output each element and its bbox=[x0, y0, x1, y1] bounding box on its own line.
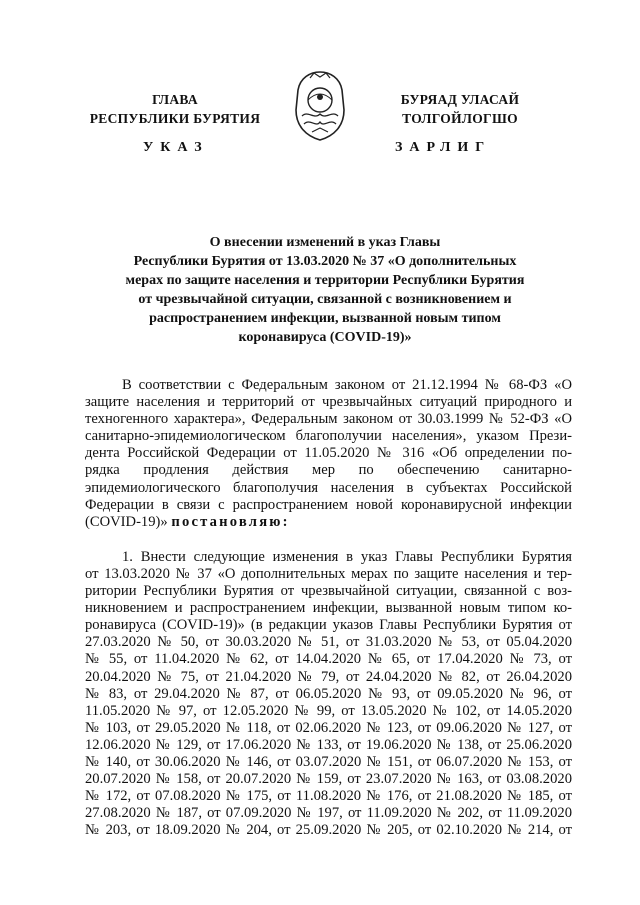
text-line: дента Российской Федерации от 11.05.2020 № 316 «Об определении по- bbox=[85, 445, 572, 462]
decree-word: постановляю: bbox=[171, 513, 290, 530]
text-line: В соответствии с Федеральным законом от 21.12.1994 № 68-ФЗ «О bbox=[122, 377, 572, 393]
text-line: № 103, от 29.05.2020 № 118, от 02.06.2020 № 123, от 09.06.2020 № 127, от bbox=[85, 719, 572, 736]
item-1-paragraph bbox=[85, 549, 572, 840]
header-left-line-2: РЕСПУБЛИКИ БУРЯТИЯ bbox=[89, 111, 261, 126]
coat-of-arms-icon bbox=[292, 70, 348, 142]
text-line: 1. Внести следующие изменения в указ Главы Республики Бурятия bbox=[122, 548, 572, 565]
text-line: 27.03.2020 № 50, от 30.03.2020 № 51, от 31.03.2020 № 53, от 05.04.2020 bbox=[85, 634, 572, 651]
title-line: от чрезвычайной ситуации, связанной с возникновением и bbox=[138, 292, 512, 307]
text-line: рядка продления действия мер по обеспечению санитарно- bbox=[85, 462, 572, 479]
text-line: защите населения и территорий от чрезвычайных ситуаций природного и bbox=[85, 394, 572, 411]
text-line: № 140, от 30.06.2020 № 146, от 03.07.2020 № 151, от 06.07.2020 № 153, от bbox=[85, 753, 572, 770]
text-line: санитарно-эпидемиологическом благополучии населения», указом Прези- bbox=[85, 428, 572, 445]
text-fragment: (COVID-19)» bbox=[85, 513, 168, 530]
decree-label-bur: ЗАРЛИГ bbox=[395, 140, 492, 155]
header-right-line-2: ТОЛГОЙЛОГШО bbox=[402, 111, 518, 126]
text-line: никновением и распространением инфекции, вызванной новым типом ко- bbox=[85, 600, 572, 617]
document-body bbox=[85, 377, 572, 839]
preamble-paragraph bbox=[85, 377, 572, 531]
text-line: от 13.03.2020 № 37 «О дополнительных мерах по защите населения и тер- bbox=[85, 565, 572, 582]
title-line: мерах по защите населения и территории Республики Бурятия bbox=[125, 273, 525, 288]
text-line: ритории Республики Бурятия от чрезвычайной ситуации, связанной с воз- bbox=[85, 583, 572, 600]
text-line: эпидемиологического благополучия населения в субъектах Российской bbox=[85, 479, 572, 496]
title-line: Республики Бурятия от 13.03.2020 № 37 «О дополнительных bbox=[133, 254, 517, 269]
text-line: 27.08.2020 № 187, от 07.09.2020 № 197, от 11.09.2020 № 202, от 11.09.2020 bbox=[85, 805, 572, 822]
header-right bbox=[350, 90, 570, 128]
text-line bbox=[85, 514, 572, 531]
header-right-line-1: БУРЯАД УЛАСАЙ bbox=[400, 92, 520, 107]
text-line: 20.07.2020 № 158, от 20.07.2020 № 159, от 23.07.2020 № 163, от 03.08.2020 bbox=[85, 771, 572, 788]
text-line: 11.05.2020 № 97, от 12.05.2020 № 99, от 13.05.2020 № 102, от 14.05.2020 bbox=[85, 702, 572, 719]
text-line: ронавируса (COVID-19)» (в редакции указов Главы Республики Бурятия от bbox=[85, 617, 572, 634]
text-line: техногенного характера», Федеральным законом от 30.03.1999 № 52-ФЗ «О bbox=[85, 411, 572, 428]
text-line: № 172, от 07.08.2020 № 175, от 11.08.2020 № 176, от 21.08.2020 № 185, от bbox=[85, 788, 572, 805]
document-title bbox=[115, 233, 535, 347]
title-line: распространением инфекции, вызванной новым типом bbox=[149, 311, 501, 326]
text-line: 20.04.2020 № 75, от 21.04.2020 № 79, от 24.04.2020 № 82, от 26.04.2020 bbox=[85, 668, 572, 685]
decree-label-ru: УКАЗ bbox=[143, 140, 209, 155]
header-left bbox=[60, 90, 290, 128]
text-line: № 203, от 18.09.2020 № 204, от 25.09.2020 № 205, от 02.10.2020 № 214, от bbox=[85, 822, 572, 839]
text-line: 12.06.2020 № 129, от 17.06.2020 № 133, от 19.06.2020 № 138, от 25.06.2020 bbox=[85, 736, 572, 753]
title-line: О внесении изменений в указ Главы bbox=[209, 235, 441, 250]
title-line: коронавируса (COVID-19)» bbox=[238, 330, 412, 345]
paragraph-gap bbox=[85, 531, 572, 549]
text-line: № 83, от 29.04.2020 № 87, от 06.05.2020 № 93, от 09.05.2020 № 96, от bbox=[85, 685, 572, 702]
header-left-line-1: ГЛАВА bbox=[152, 92, 198, 107]
text-line: № 55, от 11.04.2020 № 62, от 14.04.2020 № 65, от 17.04.2020 № 73, от bbox=[85, 651, 572, 668]
text-line: Федерации в связи с распространением новой коронавирусной инфекции bbox=[85, 496, 572, 513]
